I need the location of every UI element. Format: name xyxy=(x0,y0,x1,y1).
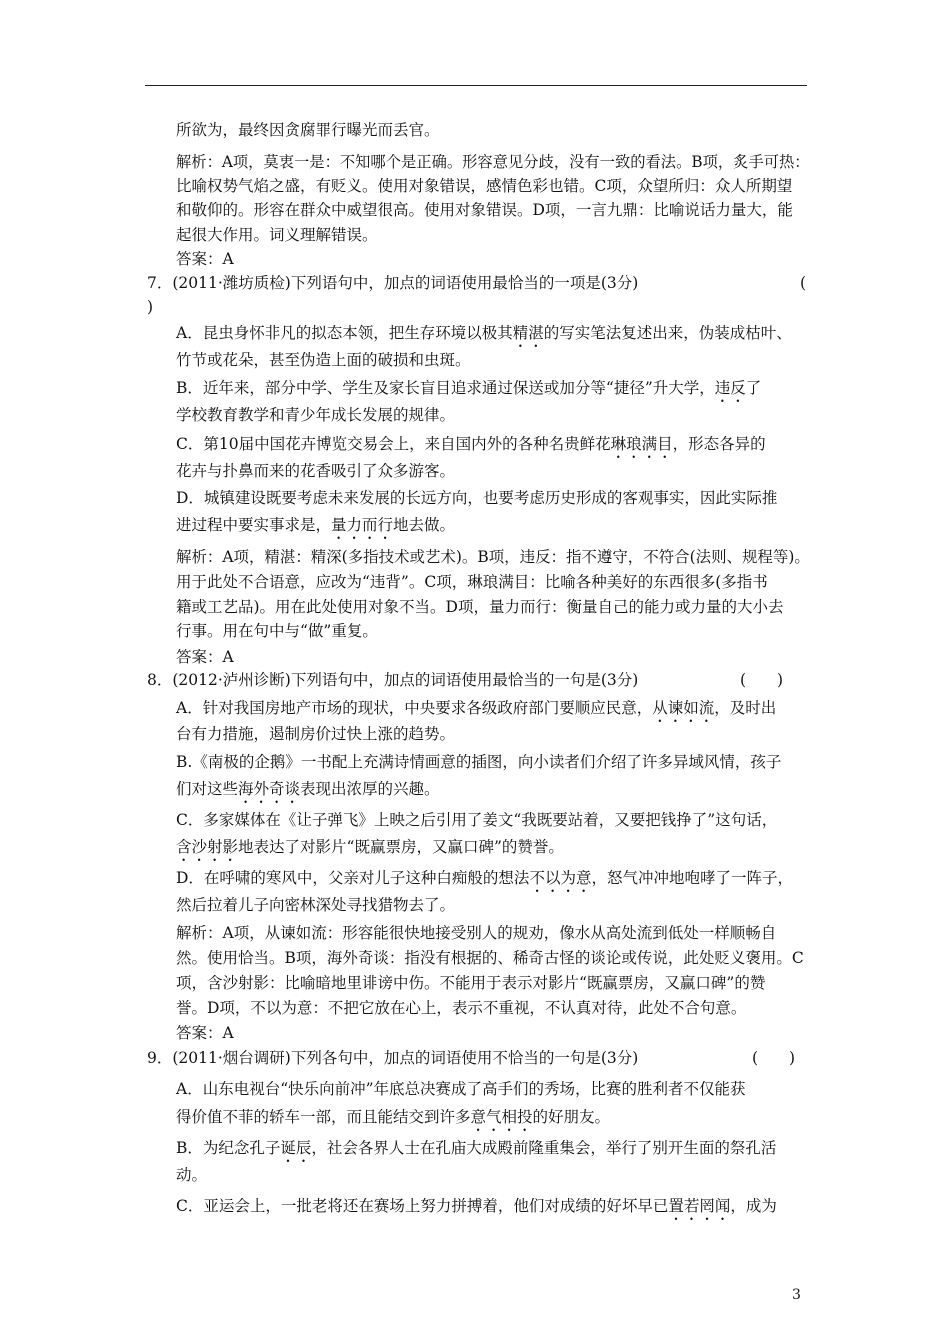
q8-option-a-line2: 台有力措施，遏制房价过快上涨的趋势。 xyxy=(176,725,456,743)
q8-answer-paren: ( ) xyxy=(740,671,784,689)
q8-option-a: A．针对我国房地产市场的现状，中央要求各级政府部门要顺应民意，从谏如流，及时出 xyxy=(176,699,777,717)
header-rule xyxy=(145,85,807,86)
q8-stem: 8．(2012·泸州诊断)下列语句中，加点的词语使用最恰当的一句是(3分) xyxy=(147,671,639,689)
q6-continuation: 所欲为，最终因贪腐罪行曝光而丢官。 xyxy=(176,121,440,139)
q9-option-a-line2: 得价值不菲的轿车一部，而且能结交到许多意气相投的好朋友。 xyxy=(176,1108,611,1126)
q6-explanation-line: 和敬仰的。形容在群众中威望很高。使用对象错误。D项，一言九鼎：比喻说话力量大，能 xyxy=(176,201,793,219)
q9-option-c-marked-word: 置若罔闻 xyxy=(668,1197,731,1215)
q7-option-c: C．第10届中国花卉博览交易会上，来自国内外的各种名贵鲜花琳琅满目，形态各异的 xyxy=(176,435,766,453)
q9-option-c: C．亚运会上，一批老将还在赛场上努力拼搏着，他们对成绩的好坏早已置若罔闻，成为 xyxy=(176,1197,777,1215)
q8-explanation-line: 解析：A项，从谏如流：形容能很快地接受别人的规劝，像水从高处流到低处一样顺畅自 xyxy=(176,924,777,942)
page-number: 3 xyxy=(792,1287,801,1303)
q8-option-d-marked-word: 不以为意 xyxy=(529,869,592,887)
q8-option-c-marked-word: 含沙射影 xyxy=(176,838,239,856)
q8-explanation-line: 项，含沙射影：比喻暗地里诽谤中伤。不能用于表示对影片“既赢票房，又赢口碑”的赞 xyxy=(176,974,766,992)
q7-answer: 答案：A xyxy=(176,648,234,666)
q8-option-c: C．多家媒体在《让子弹飞》上映之后引用了姜文“我既要站着，又要把钱挣了”这句话， xyxy=(176,811,778,829)
q8-explanation-line: 然。使用恰当。B项，海外奇谈：指没有根据的、稀奇古怪的谈论或传说，此处贬义褒用。C xyxy=(176,949,804,967)
q7-answer-paren-close: ) xyxy=(147,298,154,316)
q9-option-b-line2: 动。 xyxy=(176,1166,208,1184)
q7-option-b-marked-word: 违反 xyxy=(714,379,746,397)
q7-option-d: D．城镇建设既要考虑未来发展的长远方向，也要考虑历史形成的客观事实，因此实际推 xyxy=(176,489,778,507)
q9-option-b: B．为纪念孔子诞辰，社会各界人士在孔庙大成殿前隆重集会，举行了别开生面的祭孔活 xyxy=(176,1139,777,1157)
q8-option-b-line2: 们对这些海外奇谈表现出浓厚的兴趣。 xyxy=(176,780,440,798)
q6-explanation-line: 起很大作用。词义理解错误。 xyxy=(176,226,378,244)
q8-option-d-line2: 然后拉着儿子向密林深处寻找猎物去了。 xyxy=(176,896,456,914)
q7-option-d-marked-word: 量力而行 xyxy=(331,516,394,534)
q8-option-a-marked-word: 从谏如流 xyxy=(652,699,715,717)
q7-explanation-line: 解析：A项，精湛：精深(多指技术或艺术)。B项，违反：指不遵守，不符合(法则、规程等)。 xyxy=(176,548,810,566)
q7-option-b: B．近年来，部分中学、学生及家长盲目追求通过保送或加分等“捷径”升大学，违反了 xyxy=(176,379,762,397)
q9-answer-paren: ( ) xyxy=(752,1049,796,1067)
q7-explanation-line: 用于此处不合语意，应改为“违背”。C项，琳琅满目：比喻各种美好的东西很多(多指书 xyxy=(176,573,768,591)
q7-option-b-line2: 学校教育教学和青少年成长发展的规律。 xyxy=(176,406,456,424)
q8-option-b-marked-word: 海外奇谈 xyxy=(238,780,301,798)
q7-option-d-line2: 进过程中要实事求是，量力而行地去做。 xyxy=(176,516,456,534)
q7-answer-paren-open: ( xyxy=(800,274,807,292)
q6-answer: 答案：A xyxy=(176,250,234,268)
q7-option-a-line2: 竹节或花朵，甚至伪造上面的破损和虫斑。 xyxy=(176,351,471,369)
q9-option-a-marked-word: 意气相投 xyxy=(470,1108,533,1126)
q6-explanation-line: 比喻权势气焰之盛，有贬义。使用对象错误，感情色彩也错。C项，众望所归：众人所期望 xyxy=(176,177,793,195)
q8-option-c-line2: 含沙射影地表达了对影片“既赢票房，又赢口碑”的赞誉。 xyxy=(176,838,564,856)
q7-option-a: A．昆虫身怀非凡的拟态本领，把生存环境以极其精湛的写实笔法复述出来，伪装成枯叶、 xyxy=(176,324,792,342)
q7-option-c-line2: 花卉与扑鼻而来的花香吸引了众多游客。 xyxy=(176,462,456,480)
q6-explanation-line: 解析：A项，莫衷一是：不知哪个是正确。形容意见分歧，没有一致的看法。B项，炙手可热： xyxy=(176,153,810,171)
q9-stem: 9．(2011·烟台调研)下列各句中，加点的词语使用不恰当的一句是(3分) xyxy=(147,1049,639,1067)
q8-explanation-line: 誉。D项，不以为意：不把它放在心上，表示不重视，不认真对待，此处不合句意。 xyxy=(176,999,747,1017)
q7-stem: 7．(2011·潍坊质检)下列语句中，加点的词语使用最恰当的一项是(3分) xyxy=(147,274,639,292)
q7-explanation-line: 行事。用在句中与“做”重复。 xyxy=(176,622,378,640)
q9-option-a: A．山东电视台“快乐向前冲”年底总决赛成了高手们的秀场，比赛的胜利者不仅能获 xyxy=(176,1080,746,1098)
q7-option-a-marked-word: 精湛 xyxy=(512,324,544,342)
q7-explanation-line: 籍或工艺品)。用在此处使用对象不当。D项，量力而行：衡量自己的能力或力量的大小去 xyxy=(176,598,784,616)
q8-option-d: D．在呼啸的寒风中，父亲对儿子这种白痴般的想法不以为意，怒气冲冲地咆哮了一阵子， xyxy=(176,869,793,887)
q9-option-b-marked-word: 诞辰 xyxy=(280,1139,312,1157)
q7-option-c-marked-word: 琳琅满目 xyxy=(610,435,673,453)
q8-option-b: B.《南极的企鹅》一书配上充满诗情画意的插图，向小读者们介绍了许多异域风情，孩子 xyxy=(176,753,782,771)
q8-answer: 答案：A xyxy=(176,1024,234,1042)
